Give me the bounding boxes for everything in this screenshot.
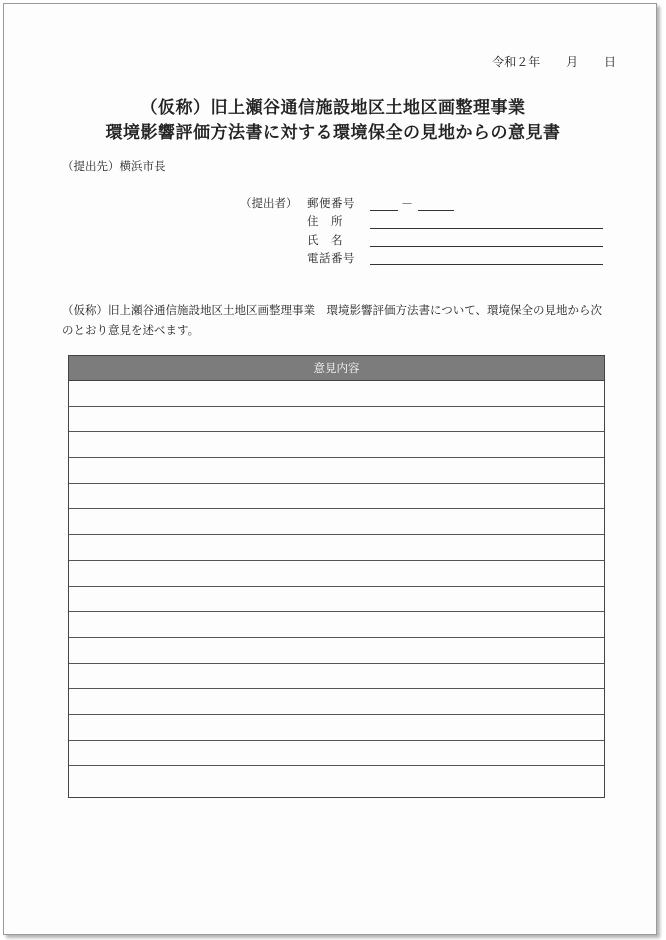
submitter-label: （提出者） xyxy=(240,196,298,210)
opinion-row[interactable] xyxy=(69,535,604,561)
opinion-row[interactable] xyxy=(69,484,604,510)
document-title-line1: （仮称）旧上瀬谷通信施設地区土地区画整理事業 xyxy=(140,98,526,118)
opinion-table xyxy=(68,355,605,798)
opinion-row[interactable] xyxy=(69,766,604,792)
opinion-table-header: 意見内容 xyxy=(69,356,604,381)
opinion-row[interactable] xyxy=(69,561,604,587)
postal-separator: － xyxy=(401,197,414,211)
opinion-row[interactable] xyxy=(69,664,604,690)
opinion-row[interactable] xyxy=(69,509,604,535)
opinion-row[interactable] xyxy=(69,715,604,741)
opinion-rows xyxy=(69,381,604,792)
opinion-row[interactable] xyxy=(69,612,604,638)
opinion-row[interactable] xyxy=(69,407,604,433)
date-month: 月 xyxy=(566,55,579,69)
opinion-row[interactable] xyxy=(69,689,604,715)
address-label: 住 所 xyxy=(307,214,343,228)
opinion-row[interactable] xyxy=(69,741,604,767)
postal-field-second[interactable] xyxy=(418,210,454,211)
opinion-row[interactable] xyxy=(69,432,604,458)
intro-text: （仮称）旧上瀬谷通信施設地区土地区画整理事業 環境影響評価方法書について、環境保全の見地から次のとおり意見を述べます。 xyxy=(62,303,603,337)
postal-field-first[interactable] xyxy=(370,210,398,211)
phone-field[interactable] xyxy=(370,264,603,265)
date-era-year: 令和２年 xyxy=(492,55,541,69)
name-label: 氏 名 xyxy=(307,233,343,247)
date-line xyxy=(488,53,616,70)
postal-label: 郵便番号 xyxy=(307,196,355,210)
name-field[interactable] xyxy=(370,246,603,247)
opinion-row[interactable] xyxy=(69,458,604,484)
opinion-row[interactable] xyxy=(69,587,604,613)
opinion-row[interactable] xyxy=(69,638,604,664)
document-title-line2: 環境影響評価方法書に対する環境保全の見地からの意見書 xyxy=(105,123,561,143)
address-field[interactable] xyxy=(370,228,603,229)
opinion-row[interactable] xyxy=(69,381,604,407)
date-day: 日 xyxy=(603,55,616,69)
phone-label: 電話番号 xyxy=(307,251,355,265)
recipient: （提出先）横浜市長 xyxy=(62,159,166,173)
